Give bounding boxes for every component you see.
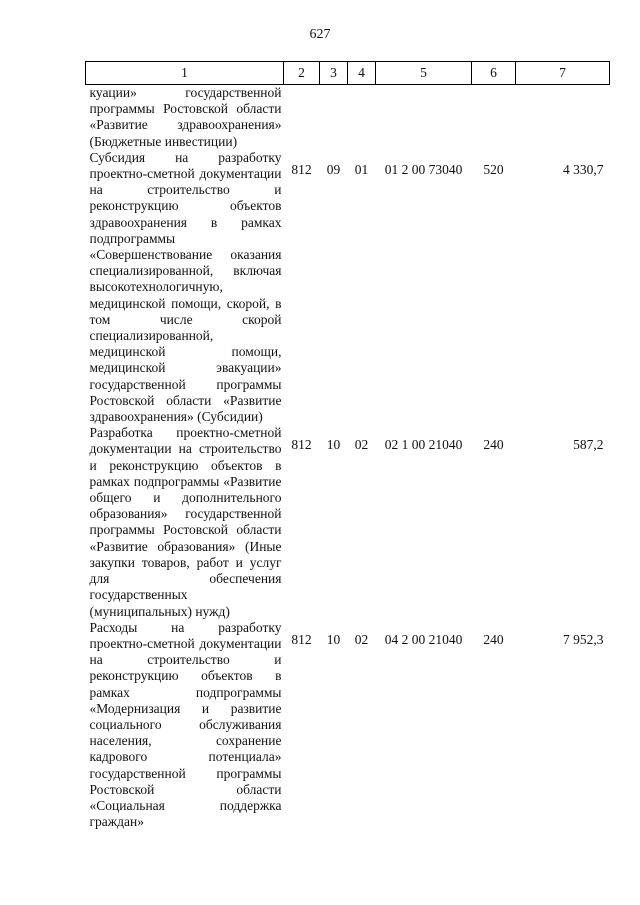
row-target-article [376, 85, 472, 150]
row-subsection-code: 02 [354, 437, 369, 453]
row-amount: 4 330,7 [563, 161, 604, 177]
row-section-code [320, 85, 348, 150]
column-header-6: 6 [472, 62, 516, 85]
row-ministry-code: 812 [291, 437, 312, 453]
row-subsection-code [348, 85, 376, 150]
row-target-article: 04 2 00 21040 [384, 631, 463, 647]
column-header-1: 1 [86, 62, 284, 85]
table-row [86, 150, 610, 425]
row-description: Субсидия на разработку проектно-сметной документации на строительство и реконструкцию объектов здравоохранения в рамках подпрограммы «Совершенствование оказания специализированной, включая высокотехнологичную, медицинской помощи, скорой, в том числе скорой специализированной, медицинской помощи, медицинской эвакуации» государственной программы Ростовской области «Развитие здравоохранения» (Субсидии) [89, 149, 282, 425]
budget-table [85, 61, 610, 830]
row-ministry-code [284, 85, 320, 150]
row-amount: 7 952,3 [563, 631, 604, 647]
column-header-5: 5 [376, 62, 472, 85]
row-section-code: 09 [326, 161, 341, 177]
row-section-code: 10 [326, 631, 341, 647]
table-row [86, 620, 610, 831]
table-header [86, 62, 610, 85]
row-ministry-code: 812 [291, 631, 312, 647]
row-subsection-code: 01 [354, 161, 369, 177]
table-body [86, 85, 610, 831]
row-expense-type: 240 [483, 437, 504, 453]
row-section-code: 10 [326, 437, 341, 453]
row-description: Расходы на разработку проектно-сметной документации на строительство и реконструкцию объектов в рамках подпрограммы «Модернизация и развитие социального обслуживания населения, сохранение кадрового потенциала» государственной программы Ростовской области «Социальная поддержка граждан» [89, 619, 282, 830]
row-amount: 587,2 [573, 437, 604, 453]
row-expense-type: 520 [483, 161, 504, 177]
table-row [86, 425, 610, 619]
column-header-7: 7 [516, 62, 610, 85]
row-expense-type: 240 [483, 631, 504, 647]
row-subsection-code: 02 [354, 631, 369, 647]
table-row [86, 85, 610, 150]
row-description: Разработка проектно-сметной документации на строительство и реконструкцию объектов в рамках подпрограммы «Развитие общего и дополнительного образования» государственной программы Ростовской области «Развитие образования» (Иные закупки товаров, работ и услуг для обеспечения государственных (муниципальных) нужд) [89, 425, 282, 619]
row-target-article: 02 1 00 21040 [384, 437, 463, 453]
column-header-3: 3 [320, 62, 348, 85]
row-target-article: 01 2 00 73040 [384, 161, 463, 177]
row-ministry-code: 812 [291, 161, 312, 177]
row-expense-type [472, 85, 516, 150]
header-row [86, 62, 610, 85]
column-header-2: 2 [284, 62, 320, 85]
row-description: куации» государственной программы Ростовской области «Развитие здравоохранения» (Бюджетные инвестиции) [89, 85, 282, 149]
row-amount [516, 85, 610, 150]
page-number: 627 [309, 27, 331, 42]
column-header-4: 4 [348, 62, 376, 85]
